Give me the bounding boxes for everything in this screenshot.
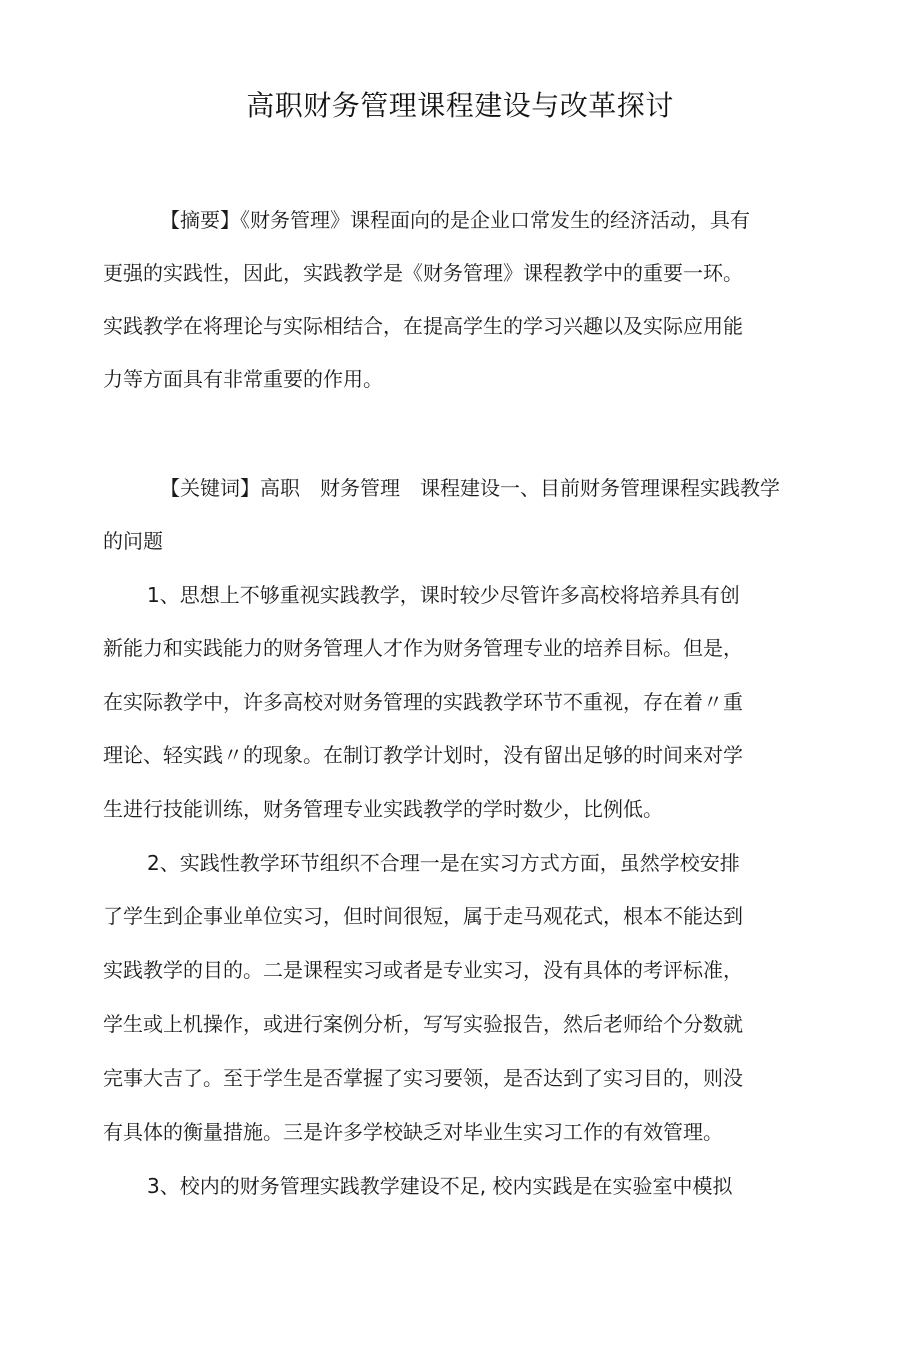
paragraph-2-line-5: 完事大吉了。至于学生是否掌握了实习要领，是否达到了实习目的，则没 xyxy=(103,1066,743,1090)
paragraph-2-line-6: 有具体的衡量措施。三是许多学校缺乏对毕业生实习工作的有效管理。 xyxy=(103,1120,723,1144)
abstract-line-2: 更强的实践性，因此，实践教学是《财务管理》课程教学中的重要一环。 xyxy=(103,261,743,285)
paragraph-2-line-4: 学生或上机操作，或进行案例分析，写写实验报告，然后老师给个分数就 xyxy=(103,1012,743,1036)
abstract-line-1: 【摘要】《财务管理》课程面向的是企业口常发生的经济活动，具有 xyxy=(160,208,750,232)
paragraph-1-line-2: 新能力和实践能力的财务管理人才作为财务管理专业的培养目标。但是， xyxy=(103,636,743,660)
paragraph-3-line-1: 3、校内的财务管理实践教学建设不足, 校内实践是在实验室中模拟 xyxy=(147,1174,733,1198)
keywords-line-1: 【关键词】高职 财务管理 课程建设一、目前财务管理课程实践教学 xyxy=(160,476,780,500)
keywords-line-2: 的问题 xyxy=(103,529,163,553)
paragraph-2-line-1: 2、实践性教学环节组织不合理一是在实习方式方面，虽然学校安排 xyxy=(147,851,740,875)
abstract-line-4: 力等方面具有非常重要的作用。 xyxy=(103,367,383,391)
document-title: 高职财务管理课程建设与改革探讨 xyxy=(246,89,674,122)
paragraph-1-line-1: 1、思想上不够重视实践教学，课时较少尽管许多高校将培养具有创 xyxy=(147,583,740,607)
paragraph-1-line-4: 理论、轻实践〃的现象。在制订教学计划时，没有留出足够的时间来对学 xyxy=(103,743,743,767)
paragraph-1-line-3: 在实际教学中，许多高校对财务管理的实践教学环节不重视，存在着〃重 xyxy=(103,690,743,714)
paragraph-1-line-5: 生进行技能训练，财务管理专业实践教学的学时数少，比例低。 xyxy=(103,797,663,821)
paragraph-2-line-3: 实践教学的目的。二是课程实习或者是专业实习，没有具体的考评标准， xyxy=(103,958,743,982)
paragraph-2-line-2: 了学生到企事业单位实习，但时间很短，属于走马观花式，根本不能达到 xyxy=(103,904,743,928)
abstract-line-3: 实践教学在将理论与实际相结合，在提高学生的学习兴趣以及实际应用能 xyxy=(103,314,743,338)
